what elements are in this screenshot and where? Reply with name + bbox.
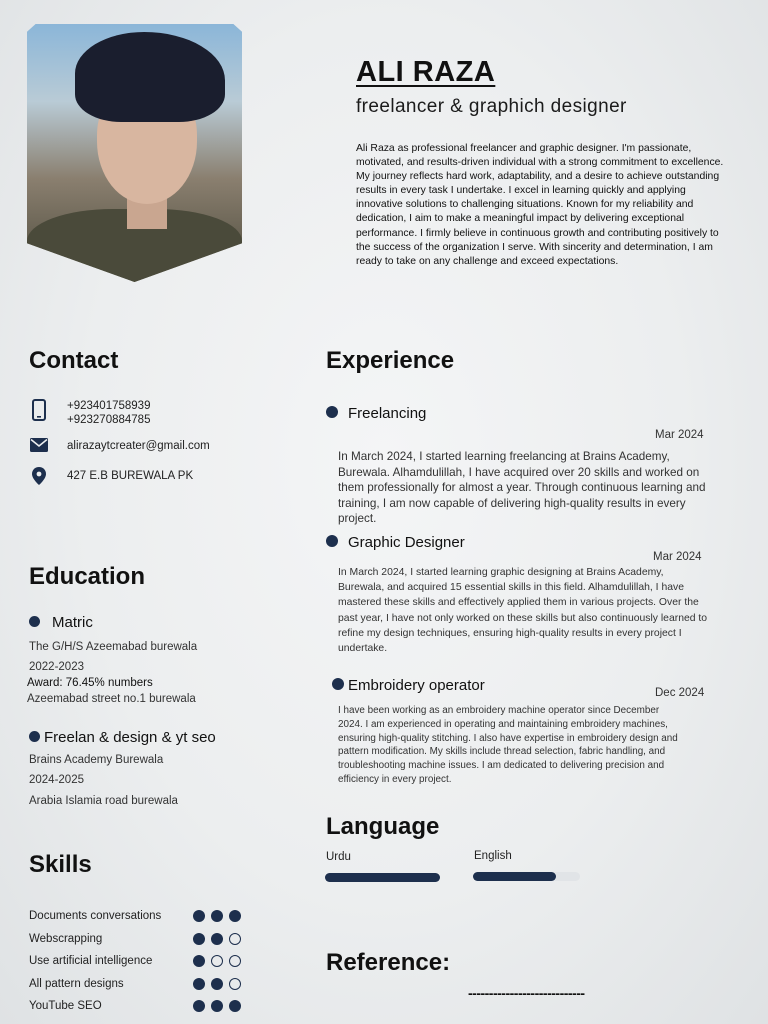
skill-label: Webscrapping [29, 932, 103, 945]
education-title: Freelan & design & yt seo [44, 729, 216, 746]
language-bar-english [473, 872, 580, 881]
language-bar-fill [325, 873, 440, 882]
experience-date: Mar 2024 [655, 429, 704, 441]
language-bar-urdu [325, 873, 440, 882]
experience-item [326, 534, 465, 552]
phone-number-2[interactable]: +923270884785 [67, 414, 151, 426]
bullet-icon [29, 616, 40, 627]
skill-rating [193, 978, 241, 990]
experience-item [332, 677, 485, 695]
skill-row [29, 928, 241, 951]
education-school: The G/H/S Azeemabad burewala [29, 641, 198, 653]
rating-dot-empty [229, 933, 241, 945]
language-heading: Language [326, 813, 440, 840]
experience-description: I have been working as an embroidery machine operator since December 2024. I am experienced in operating and maintaining embroidery machines, ensuring high-quality stitching. I also have expertise in embroidery design and pattern modification. My skills include thread selection, fabric handling, and troubleshooting machine issues. I am dedicated to delivering precision and efficiency in every project. [338, 705, 678, 785]
education-item [29, 614, 93, 632]
skill-rating [193, 955, 241, 967]
language-bar-fill [473, 872, 556, 881]
experience-date: Mar 2024 [653, 551, 702, 563]
bullet-icon [326, 406, 338, 418]
skill-rating [193, 1000, 241, 1012]
profile-photo [27, 24, 242, 282]
education-years: 2022-2023 [29, 661, 84, 673]
rating-dot-filled [211, 978, 223, 990]
skill-rating [193, 933, 241, 945]
bio-paragraph: Ali Raza as professional freelancer and graphic designer. I'm passionate, motivated, and results-driven individual with a strong commitment to excellence. My journey reflects hard work, adaptability, and a desire to achieve outstanding results in every task I undertake. I excel in learning quickly and applying innovative solutions to challenging situations. Known for my reliability and dedication, I aim to make a meaningful impact by delivering exceptional performance. I firmly believe in continuous growth and contributing positively to the success of the organization I serve. With sincerity and determination, I am ready to take on any challenge and exceed expectations. [356, 143, 724, 267]
name-heading: ALI RAZA [356, 56, 496, 88]
rating-dot-empty [211, 955, 223, 967]
skill-label: Documents conversations [29, 910, 162, 923]
rating-dot-filled [193, 955, 205, 967]
experience-title: Graphic Designer [348, 534, 465, 551]
rating-dot-empty [229, 955, 241, 967]
skill-label: Use artificial intelligence [29, 955, 153, 968]
bullet-icon [29, 731, 40, 742]
education-award: Award: 76.45% numbers [27, 677, 153, 689]
job-subtitle: freelancer & graphich designer [356, 96, 627, 117]
bullet-icon [326, 535, 338, 547]
skill-row [29, 995, 241, 1018]
education-years: 2024-2025 [29, 774, 84, 786]
skill-label: All pattern designs [29, 977, 124, 990]
reference-heading: Reference: [326, 949, 451, 976]
skills-heading: Skills [29, 851, 92, 878]
experience-title: Freelancing [348, 405, 427, 422]
address-text: 427 E.B BUREWALA PK [67, 470, 194, 482]
education-title: Matric [52, 614, 93, 631]
education-school: Brains Academy Burewala [29, 754, 164, 766]
rating-dot-filled [193, 910, 205, 922]
experience-description: In March 2024, I started learning freelancing at Brains Academy, Burewala. Alhamdulillah, I have acquired over 20 skills and worked on them professionally for almost a year. Through continuous learning and training, I am now capable of delivering high-quality results in every project. [338, 450, 706, 525]
rating-dot-filled [211, 910, 223, 922]
rating-dot-filled [193, 933, 205, 945]
phone-icon [29, 399, 49, 426]
rating-dot-empty [229, 978, 241, 990]
rating-dot-filled [193, 1000, 205, 1012]
skill-rating [193, 910, 241, 922]
education-heading: Education [29, 563, 146, 590]
language-label-urdu: Urdu [326, 851, 351, 863]
contact-phone [29, 399, 150, 427]
education-address: Arabia Islamia road burewala [29, 795, 178, 807]
reference-line: ---------------------------- [468, 985, 585, 1001]
experience-date: Dec 2024 [655, 687, 705, 699]
experience-heading: Experience [326, 347, 455, 374]
rating-dot-filled [193, 978, 205, 990]
rating-dot-filled [211, 1000, 223, 1012]
skills-list [29, 905, 259, 1018]
location-pin-icon [29, 467, 49, 490]
skill-row [29, 973, 241, 996]
mail-icon [29, 438, 49, 457]
contact-heading: Contact [29, 347, 119, 374]
education-address: Azeemabad street no.1 burewala [27, 693, 196, 705]
language-label-english: English [474, 850, 512, 862]
bullet-icon [332, 678, 344, 690]
contact-email [29, 438, 210, 457]
phone-number-1[interactable]: +923401758939 [67, 400, 151, 412]
experience-item [326, 405, 426, 423]
experience-description: In March 2024, I started learning graphic designing at Brains Academy, Burewala, and acquired 15 essential skills in this field. Alhamdulillah, I have mastered these skills and effectively applied them in various projects. Over the past year, I have not only worked on these skills but also continuously learned to refine my design techniques, ensuring high-quality results in every project I undertake. [338, 567, 708, 655]
education-item [29, 729, 216, 747]
contact-address [29, 467, 193, 490]
skill-row [29, 905, 241, 928]
skill-label: YouTube SEO [29, 1000, 102, 1013]
skill-row [29, 950, 241, 973]
experience-title: Embroidery operator [348, 677, 485, 694]
rating-dot-filled [229, 910, 241, 922]
rating-dot-filled [211, 933, 223, 945]
email-address[interactable]: alirazaytcreater@gmail.com [67, 440, 210, 452]
rating-dot-filled [229, 1000, 241, 1012]
